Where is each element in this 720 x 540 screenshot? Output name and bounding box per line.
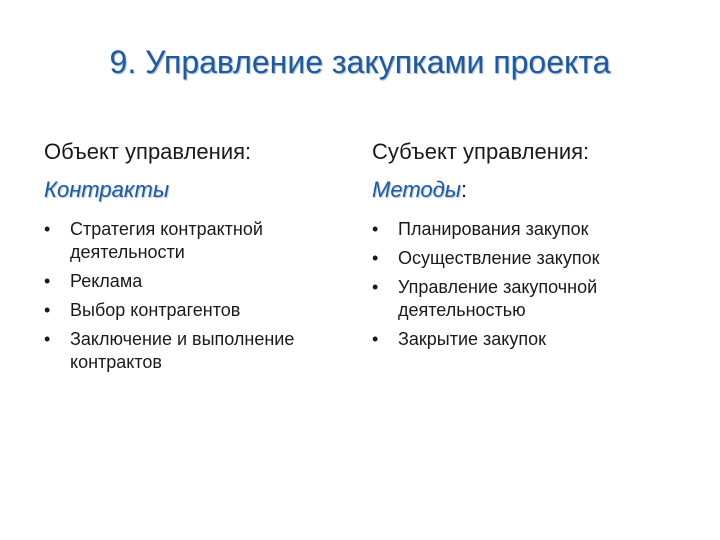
bullet-icon: • (372, 277, 379, 297)
object-heading: Объект управления: (44, 139, 252, 164)
object-column (44, 136, 344, 380)
list-item-text: Закрытие закупок (398, 329, 546, 349)
subject-subheading-colon: : (460, 177, 468, 202)
list-item (44, 328, 344, 374)
list-item-text: Стратегия контрактной деятельности (70, 219, 263, 262)
list-item-text: Управление закупочной деятельностью (398, 277, 598, 320)
list-item-text: Заключение и выполнение контрактов (70, 329, 295, 372)
subject-column (372, 136, 672, 357)
subject-subheading (372, 174, 672, 206)
list-item (44, 270, 344, 293)
bullet-icon: • (372, 219, 379, 239)
object-subheading (44, 174, 344, 206)
bullet-icon: • (44, 271, 51, 291)
list-item (372, 276, 672, 322)
list-item (372, 328, 672, 351)
bullet-icon: • (372, 248, 379, 268)
object-list (44, 218, 344, 374)
list-item (372, 247, 672, 270)
bullet-icon: • (44, 219, 51, 239)
bullet-icon: • (44, 329, 51, 349)
object-subheading-text: Контракты (44, 177, 170, 202)
subject-heading: Субъект управления: (372, 139, 590, 164)
list-item-text: Выбор контрагентов (70, 300, 241, 320)
list-item (44, 299, 344, 322)
list-item (44, 218, 344, 264)
slide-title: 9. Управление закупками проекта (109, 44, 611, 80)
list-item-text: Осуществление закупок (398, 248, 600, 268)
list-item-text: Реклама (70, 271, 143, 291)
bullet-icon: • (372, 329, 379, 349)
subject-list (372, 218, 672, 351)
list-item (372, 218, 672, 241)
subject-subheading-text: Методы (372, 177, 461, 202)
list-item-text: Планирования закупок (398, 219, 589, 239)
bullet-icon: • (44, 300, 51, 320)
